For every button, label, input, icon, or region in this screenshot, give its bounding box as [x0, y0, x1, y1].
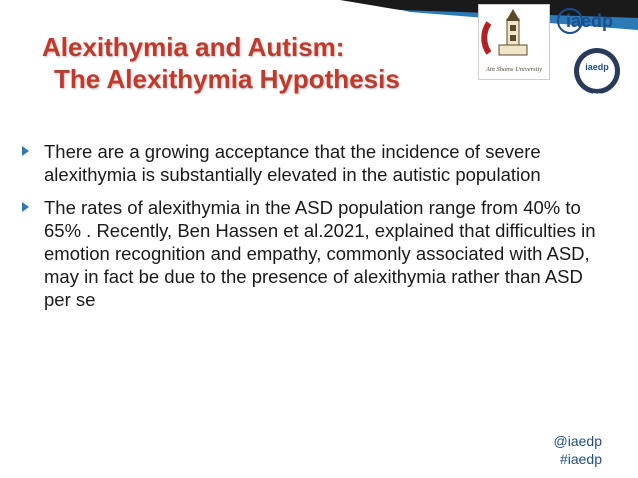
- slide-title: [42, 31, 400, 95]
- ain-shams-university-logo: [478, 4, 550, 80]
- footer-handle: @iaedp: [553, 433, 602, 449]
- title-line-1: Alexithymia and Autism:: [42, 32, 345, 62]
- bullet-text-2: The rates of alexithymia in the ASD population range from 40% to 65% . Recently, Ben Hassen et al.2021, explained that difficulties in emotion recognition and empathy, commonly associated with ASD, may in fact be due to the presence of alexithymia rather than ASD per se: [44, 197, 596, 310]
- ceds-badge-icon: [572, 46, 622, 102]
- title-line-2: The Alexithymia Hypothesis: [54, 64, 400, 94]
- badge-bottom-text: CEDS: [587, 93, 607, 100]
- bullet-arrow-icon: [22, 202, 29, 212]
- badge-top-text: iaedp: [585, 62, 609, 72]
- university-emblem-icon: [479, 5, 549, 79]
- bullet-item-2: [22, 196, 602, 311]
- footer-tags: [554, 432, 602, 468]
- bullet-list: [22, 140, 602, 321]
- bullet-arrow-icon: [22, 146, 29, 156]
- bullet-text-1: There are a growing acceptance that the incidence of severe alexithymia is substantially elevated in the autistic population: [44, 141, 541, 185]
- iaedp-logo-text: iaedp: [566, 11, 614, 31]
- university-name: Ain Shams University: [485, 66, 543, 73]
- footer-hashtag: #iaedp: [559, 451, 602, 467]
- iaedp-logo: [556, 4, 632, 38]
- bullet-item-1: [22, 140, 602, 186]
